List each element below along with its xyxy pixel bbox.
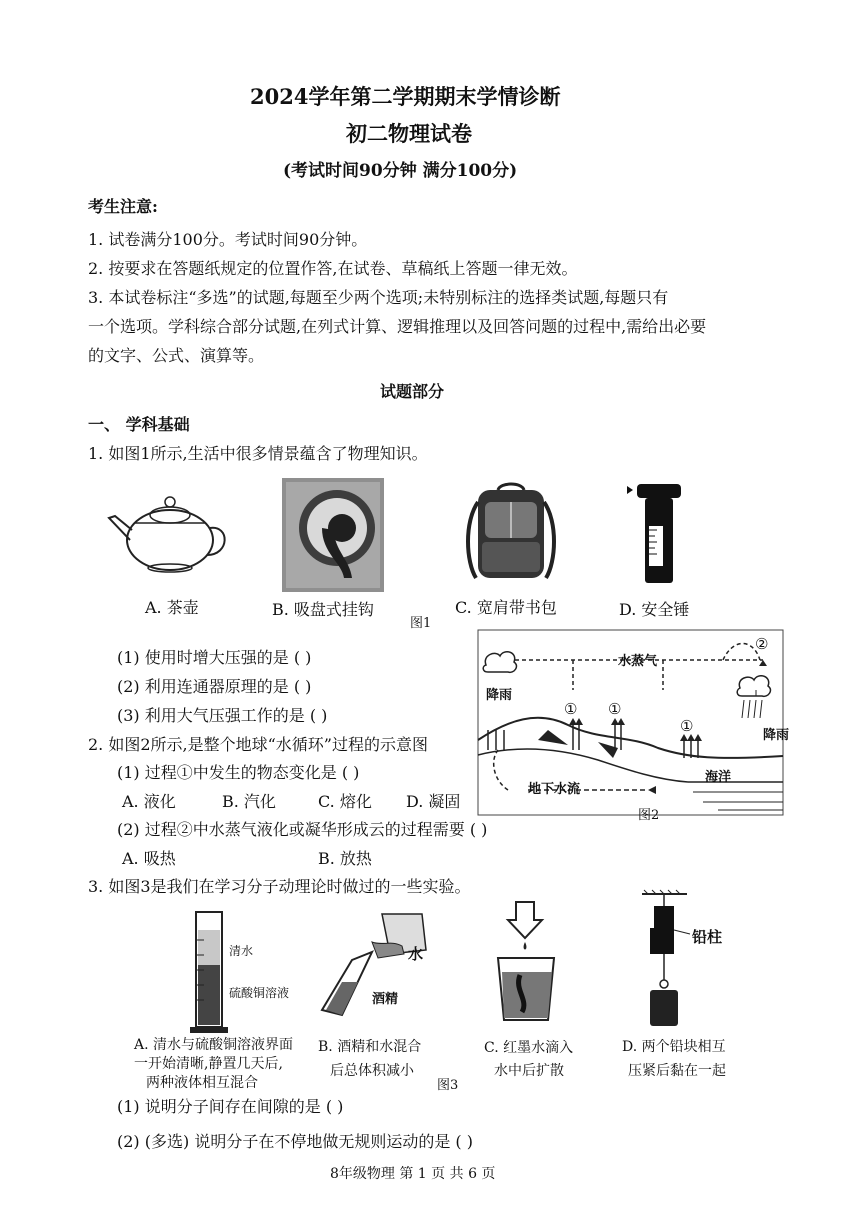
q3-stem: 3. 如图3是我们在学习分子动理论时做过的一些实验。 [88, 877, 471, 896]
rain-left-label: 降雨 [486, 688, 513, 703]
exam-subtitle: 初二物理试卷 [346, 121, 472, 146]
q1-sub3: (3) 利用大气压强工作的是 ( ) [117, 706, 328, 725]
process-1-marker-b: ① [608, 700, 622, 718]
notice-item-3-line3: 的文字、公式、演算等。 [88, 346, 265, 365]
beaker-image [494, 900, 559, 1025]
notice-item-3-line2: 一个选项。学科综合部分试题,在列式计算、逻辑推理以及回答问题的过程中,需给出必要 [88, 317, 707, 336]
q2-sub2: (2) 过程②中水蒸气液化或凝华形成云的过程需要 ( ) [117, 820, 488, 839]
q3-sub1: (1) 说明分子间存在间隙的是 ( ) [117, 1097, 344, 1116]
q1-sub1: (1) 使用时增大压强的是 ( ) [117, 648, 312, 667]
q1-label-d: D. 安全锤 [619, 600, 690, 619]
q1-label-c: C. 宽肩带书包 [455, 598, 557, 617]
lead-cylinders-image [632, 890, 712, 1030]
q2-opt-b: B. 汽化 [222, 792, 276, 811]
q3-b-line1: B. 酒精和水混合 [318, 1039, 422, 1055]
q3-b-line2: 后总体积减小 [330, 1063, 414, 1079]
water-vapor-label: 水蒸气 [618, 654, 658, 669]
q2-opt2-b: B. 放热 [318, 849, 372, 868]
fig1-caption: 图1 [410, 616, 432, 631]
cylinder-image [190, 910, 230, 1035]
notice-item-2: 2. 按要求在答题纸规定的位置作答,在试卷、草稿纸上答题一律无效。 [88, 259, 578, 278]
q1-stem: 1. 如图1所示,生活中很多情景蕴含了物理知识。 [88, 444, 428, 463]
q2-opt-d: D. 凝固 [406, 792, 461, 811]
notice-heading: 考生注意: [88, 197, 158, 216]
notice-item-3-line1: 3. 本试卷标注“多选”的试题,每题至少两个选项;未特别标注的选择类试题,每题只有 [88, 288, 669, 307]
page-footer: 8年级物理 第 1 页 共 6 页 [330, 1166, 496, 1182]
section-title: 试题部分 [380, 382, 445, 401]
copper-sulfate-label: 硫酸铜溶液 [229, 986, 290, 1000]
exam-title: 2024学年第二学期期末学情诊断 [250, 84, 561, 109]
q2-stem: 2. 如图2所示,是整个地球“水循环”过程的示意图 [88, 735, 428, 754]
alcohol-label: 酒精 [372, 992, 399, 1007]
backpack-image [460, 482, 560, 587]
notice-item-1: 1. 试卷满分100分。考试时间90分钟。 [88, 230, 368, 249]
q1-label-a: A. 茶壶 [145, 598, 199, 617]
q3-d-line1: D. 两个铅块相互 [622, 1039, 726, 1055]
safety-hammer-image [625, 478, 695, 588]
fig3-caption: 图3 [437, 1078, 459, 1093]
clear-water-label: 清水 [229, 944, 254, 958]
suction-hook-image [282, 478, 384, 592]
lead-label: 铅柱 [692, 928, 723, 946]
q3-c-line2: 水中后扩散 [494, 1063, 564, 1079]
q3-a-line2: 一开始清晰,静置几天后, [134, 1056, 283, 1072]
ocean-label: 海洋 [705, 770, 732, 785]
water-label: 水 [408, 945, 424, 963]
process-1-marker-c: ① [680, 717, 694, 735]
exam-duration: (考试时间90分钟 满分100分) [283, 161, 518, 181]
q2-opt2-a: A. 吸热 [122, 849, 176, 868]
q2-opt-a: A. 液化 [122, 792, 176, 811]
q2-opt-c: C. 熔化 [318, 792, 372, 811]
groundwater-label: 地下水流 [528, 782, 581, 797]
q3-d-line2: 压紧后黏在一起 [628, 1063, 726, 1079]
process-1-marker-a: ① [564, 700, 578, 718]
q3-c-line1: C. 红墨水滴入 [484, 1040, 574, 1056]
fig2-caption: 图2 [638, 808, 660, 823]
q3-sub2: (2) (多选) 说明分子在不停地做无规则运动的是 ( ) [117, 1132, 473, 1151]
part-heading: 一、 学科基础 [88, 415, 190, 434]
q1-label-b: B. 吸盘式挂钩 [272, 600, 374, 619]
rain-right-label: 降雨 [763, 728, 790, 743]
q3-a-line3: 两种液体相互混合 [146, 1075, 258, 1091]
teapot-image [105, 490, 230, 580]
q2-sub1: (1) 过程①中发生的物态变化是 ( ) [117, 763, 360, 782]
q1-sub2: (2) 利用连通器原理的是 ( ) [117, 677, 312, 696]
q3-a-line1: A. 清水与硫酸铜溶液界面 [134, 1037, 294, 1053]
process-2-marker: ② [755, 635, 769, 653]
